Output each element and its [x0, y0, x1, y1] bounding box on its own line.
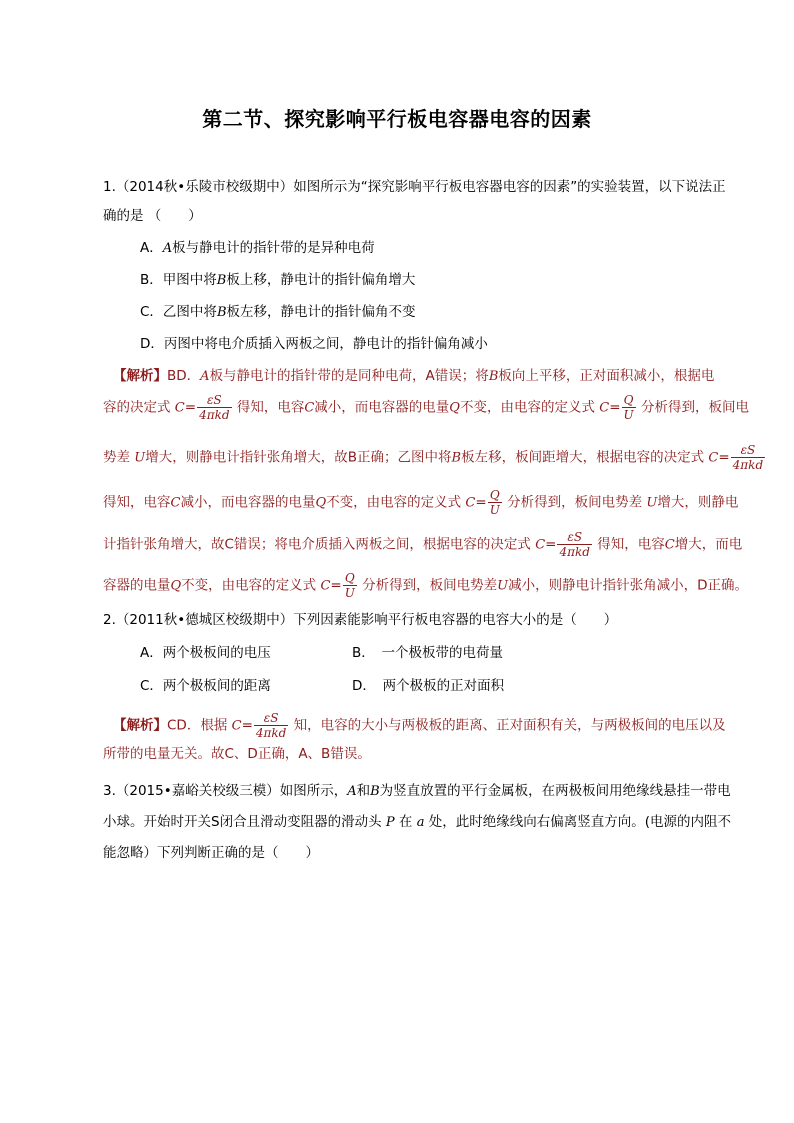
q1-analysis-line1: 【解析】BD．A板与静电计的指针带的是同种电荷，A错误；将B板向上平移，正对面积减小，根据电 [113, 368, 715, 384]
q1-option-d: D．丙图中将电介质插入两板之间，静电计的指针偏角减小 [140, 336, 488, 352]
q2-analysis-line1: 【解析】CD．根据 C= $\frac{\varepsilon S}{\text{4πkd}}$ 知，电容的大小与两极板的距离、正对面积有关，与两极板间的电压以及 [113, 711, 726, 740]
q3-text-line3: 能忽略）下列判断正确的是（ ） [103, 845, 319, 861]
q3-text-line1: 3.（2015•嘉峪关校级三模）如图所示，A和B为竖直放置的平行金属板，在两极板间用绝缘线悬挂一带电 [103, 783, 731, 799]
q1-text-line2: 确的是 （ ） [103, 208, 202, 224]
q1-option-a: A．A板与静电计的指针带的是异种电荷 [140, 240, 375, 256]
q1-text-line1: 1.（2014秋•乐陵市校级期中）如图所示为“探究影响平行板电容器电容的因素”的实验装置，以下说法正 [103, 179, 726, 195]
q2-option-c: C．两个极板间的距离 [140, 678, 271, 694]
capacitance-formula: $\frac{\varepsilon S}{\text{4πkd}}$ [199, 393, 230, 422]
q2-option-a: A．两个极板间的电压 [140, 645, 271, 661]
q1-analysis-line6: 容器的电量Q不变，由电容的定义式 C= $\frac{Q}{U}$ 分析得到，板间电势差U减小，则静电计指针张角减小，D正确。 [103, 571, 749, 600]
q1-analysis-line5: 计指针张角增大，故C错误；将电介质插入两板之间，根据电容的决定式 C= $\frac{\varepsilon S}{\text{4πkd}}$ 得知，电容C增大，而电 [103, 530, 743, 559]
q2-analysis-line2: 所带的电量无关。故C、D正确，A、B错误。 [103, 746, 371, 762]
page-title: 第二节、探究影响平行板电容器电容的因素 [202, 107, 592, 131]
q1-analysis-line3: 势差 U增大，则静电计指针张角增大，故B正确；乙图中将B板左移，板间距增大，根据电容的决定式 C= $\frac{\varepsilon S}{\text{4πkd}}$ [103, 443, 764, 472]
definition-formula: $\frac{Q}{U}$ [623, 393, 634, 422]
q1-option-b: B．甲图中将B板上移，静电计的指针偏角增大 [140, 272, 416, 288]
q2-option-b: B． 一个极板带的电荷量 [352, 645, 504, 661]
q1-option-c: C．乙图中将B板左移，静电计的指针偏角不变 [140, 304, 416, 320]
q2-text: 2.（2011秋•德城区校级期中）下列因素能影响平行板电容器的电容大小的是（ ） [103, 612, 618, 628]
q1-analysis-line2: 容的决定式 C= $\frac{\varepsilon S}{\text{4πkd}}$ 得知，电容C减小，而电容器的电量Q不变，由电容的定义式 C= $\frac{Q}{U}$ 分析得到，板间电 [103, 393, 749, 422]
q3-text-line2: 小球。开始时开关S闭合且滑动变阻器的滑动头 P 在 a 处，此时绝缘线向右偏离竖直方向。(电源的内阻不 [103, 814, 732, 830]
q2-option-d: D． 两个极板的正对面积 [352, 678, 505, 694]
q1-analysis-line4: 得知，电容C减小，而电容器的电量Q不变，由电容的定义式 C= $\frac{Q}{U}$ 分析得到，板间电势差 U增大，则静电 [103, 488, 739, 517]
